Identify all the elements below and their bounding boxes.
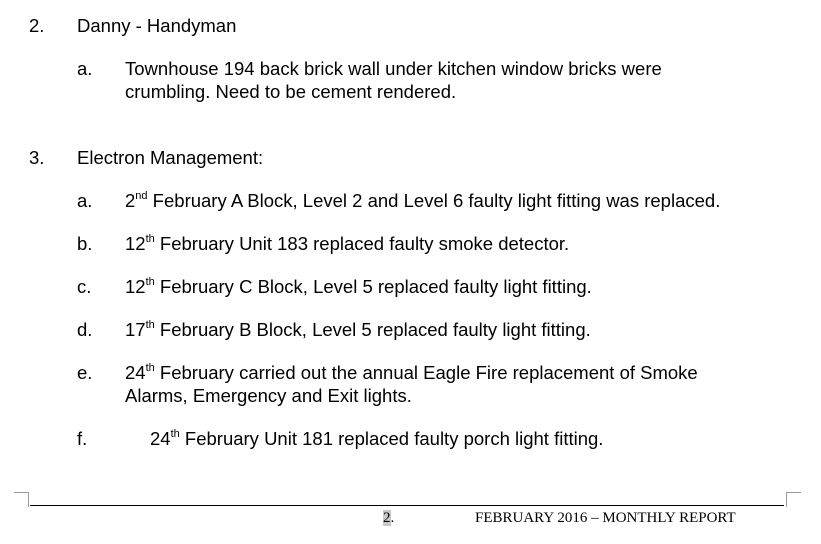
item-text: February A Block, Level 2 and Level 6 faulty light fitting was replaced.	[147, 190, 721, 211]
item-text: February Unit 183 replaced faulty smoke detector.	[154, 233, 570, 254]
item-letter: a.	[77, 58, 93, 79]
item-day: 24	[125, 362, 146, 383]
page-number-suffix: .	[390, 510, 395, 526]
page-number-field: 2	[383, 510, 391, 526]
item-day-suffix: th	[145, 318, 155, 331]
item-day-suffix: nd	[135, 189, 148, 202]
crop-mark-right	[786, 492, 801, 507]
item-day-suffix: th	[145, 232, 155, 245]
list-item	[150, 427, 603, 450]
item-text-line: Alarms, Emergency and Exit lights.	[125, 385, 412, 406]
section-heading: Danny - Handyman	[77, 15, 237, 36]
item-letter: f.	[77, 428, 88, 449]
list-item	[125, 361, 698, 384]
section-heading: Electron Management:	[77, 147, 264, 168]
item-text: February Unit 181 replaced faulty porch light fitting.	[179, 428, 604, 449]
item-text-line: crumbling. Need to be cement rendered.	[125, 81, 457, 102]
list-item	[125, 318, 591, 341]
list-item	[125, 232, 569, 255]
item-letter: c.	[77, 276, 92, 297]
footer-title: FEBRUARY 2016 – MONTHLY REPORT	[475, 510, 736, 526]
item-day: 17	[125, 319, 146, 340]
item-text: February C Block, Level 5 replaced faulty light fitting.	[154, 276, 592, 297]
section-number: 3.	[29, 147, 45, 168]
crop-mark-left	[14, 492, 29, 507]
item-letter: d.	[77, 319, 93, 340]
item-text-line: Townhouse 194 back brick wall under kitchen window bricks were	[125, 58, 662, 79]
item-letter: b.	[77, 233, 93, 254]
item-letter: a.	[77, 190, 93, 211]
list-item	[125, 189, 720, 212]
section-number: 2.	[29, 15, 45, 36]
item-day-suffix: th	[170, 427, 180, 440]
item-text: February carried out the annual Eagle Fire replacement of Smoke	[154, 362, 698, 383]
footer-divider	[30, 505, 784, 506]
list-item	[125, 275, 592, 298]
item-day-suffix: th	[145, 275, 155, 288]
item-day: 2	[125, 190, 136, 211]
item-day: 24	[150, 428, 171, 449]
item-day: 12	[125, 233, 146, 254]
item-text: February B Block, Level 5 replaced faulty light fitting.	[154, 319, 591, 340]
item-letter: e.	[77, 362, 93, 383]
item-day-suffix: th	[145, 361, 155, 374]
item-day: 12	[125, 276, 146, 297]
footer-page-number	[383, 510, 394, 527]
